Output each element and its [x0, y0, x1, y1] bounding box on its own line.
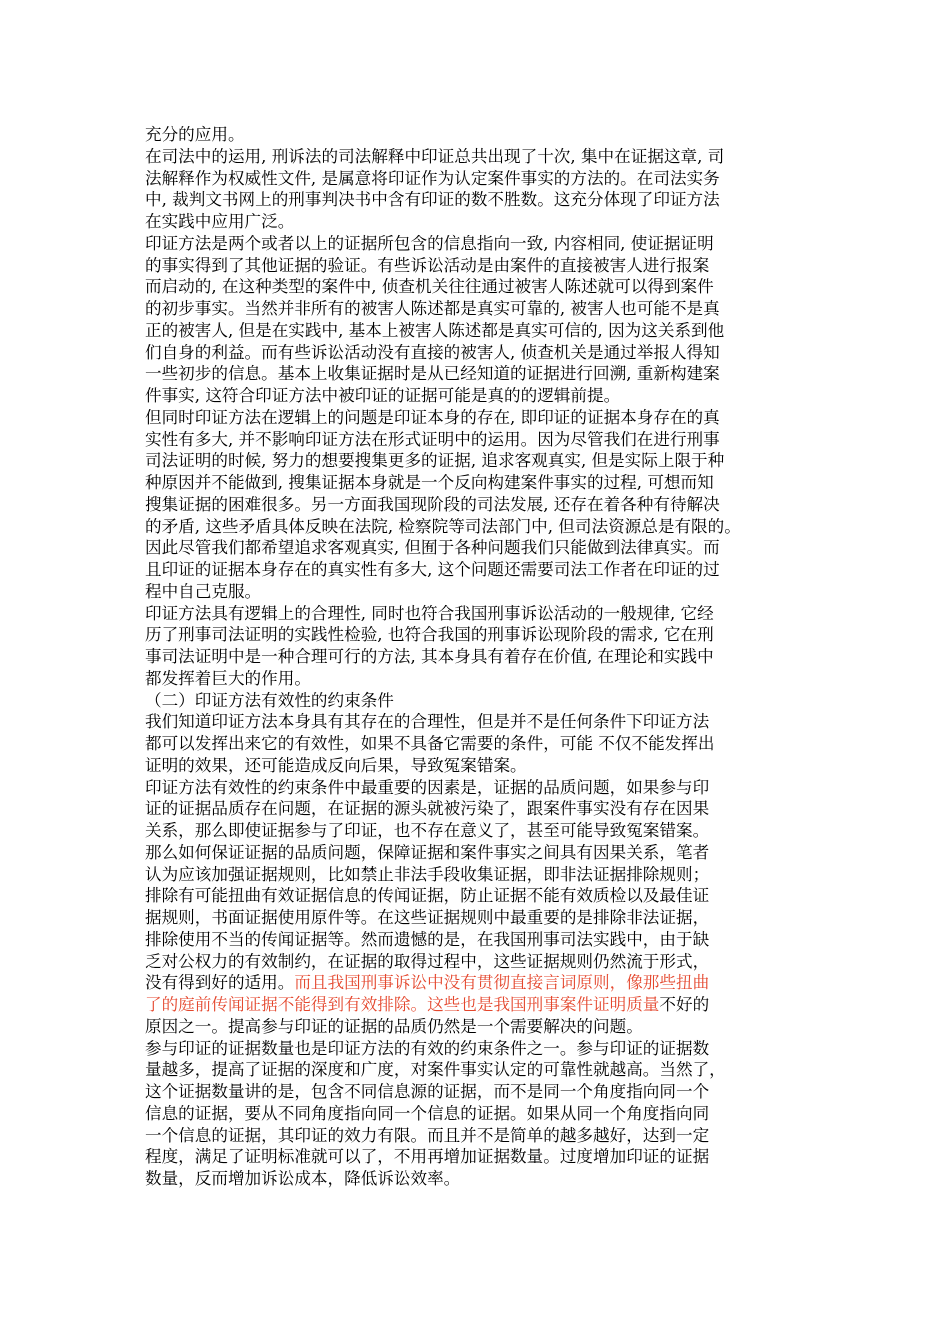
text-line: 证的证据品质存在问题，在证据的源头就被污染了，跟案件事实没有存在因果: [145, 799, 710, 819]
text-line: 关系，那么即使证据参与了印证，也不存在意义了，甚至可能导致冤案错案。: [145, 821, 710, 840]
text-line: 排除有可能扭曲有效证据信息的传闻证据，防止证据不能有效质检以及最佳证: [145, 886, 710, 906]
text-line: 都发挥着巨大的作用。: [145, 668, 311, 688]
text-line: 量越多，提高了证据的深度和广度，对案件事实认定的可靠性就越高。当然了，: [145, 1060, 726, 1080]
text-line: 一个信息的证据，其印证的效力有限。而且并不是简单的越多越好，达到一定: [145, 1125, 710, 1145]
text-line: 搜集证据的困难很多。另一方面我国现阶段的司法发展, 还存在着各种有待解决: [145, 494, 720, 514]
highlighted-text: 了的庭前传闻证据不能得到有效排除。这些也是我国刑事案件证明质量: [145, 995, 660, 1014]
text-line: 参与印证的证据数量也是印证方法的有效的约束条件之一。参与印证的证据数: [145, 1038, 710, 1058]
text-line: 据规则，书面证据使用原件等。在这些证据规则中最重要的是排除非法证据，: [145, 908, 710, 927]
section-heading: [145, 690, 805, 712]
text-line: 一些初步的信息。基本上收集证据时是从已经知道的证据进行回溯, 重新构建案: [145, 364, 720, 384]
text-line: 因此尽管我们都希望追求客观真实, 但囿于各种问题我们只能做到法律真实。而: [145, 538, 720, 558]
text-line: 法解释作为权威性文件, 是属意将印证作为认定案件事实的方法的。在司法实务: [145, 168, 720, 188]
text-line: 中, 裁判文书网上的刑事判决书中含有印证的数不胜数。这充分体现了印证方法: [145, 190, 720, 210]
text-line: 件事实, 这符合印证方法中被印证的证据可能是真的的逻辑前提。: [145, 386, 621, 405]
document-body: [145, 124, 805, 1190]
text-line: 充分的应用。: [145, 125, 245, 144]
text-line: 们自身的利益。而有些诉讼活动没有直接的被害人, 侦查机关是通过举报人得知: [145, 342, 720, 362]
text-line: 证明的效果，还可能造成反向后果，导致冤案错案。: [145, 755, 527, 775]
text-line: 的矛盾, 这些矛盾具体反映在法院, 检察院等司法部门中, 但司法资源总是有限的。: [145, 516, 741, 536]
text-segment: 没有得到好的适用。: [145, 973, 295, 993]
text-line: 的事实得到了其他证据的验证。有些诉讼活动是由案件的直接被害人进行报案: [145, 255, 710, 275]
text-line: 这个证据数量讲的是，包含不同信息源的证据，而不是同一个角度指向同一个: [145, 1082, 710, 1101]
text-line: 都可以发挥出来它的有效性，如果不具备它需要的条件，可能 不仅不能发挥出: [145, 734, 715, 753]
text-line: 程中自己克服。: [145, 581, 262, 601]
text-line-mixed: [145, 994, 805, 1016]
text-line: 排除使用不当的传闻证据等。然而遗憾的是，在我国刑事司法实践中，由于缺: [145, 929, 710, 949]
paragraph-8: [145, 1038, 805, 1190]
text-line: 数量，反而增加诉讼成本，降低诉讼效率。: [145, 1169, 461, 1188]
text-line: 事司法证明中是一种合理可行的方法, 其本身具有着存在价值, 在理论和实践中: [145, 647, 714, 666]
text-line: 但同时印证方法在逻辑上的问题是印证本身的存在, 即印证的证据本身存在的真: [145, 407, 720, 427]
paragraph-7: [145, 777, 805, 1038]
text-line: 且印证的证据本身存在的真实性有多大, 这个问题还需要司法工作者在印证的过: [145, 560, 720, 579]
text-line: 程度，满足了证明标准就可以了，不用再增加证据数量。过度增加印证的证据: [145, 1147, 710, 1167]
text-line: 印证方法具有逻辑上的合理性, 同时也符合我国刑事诉讼活动的一般规律, 它经: [145, 603, 714, 623]
text-line: 乏对公权力的有效制约，在证据的取得过程中，这些证据规则仍然流于形式，: [145, 951, 710, 971]
text-line: 印证方法是两个或者以上的证据所包含的信息指向一致, 内容相同, 使证据证明: [145, 233, 714, 253]
paragraph-4: [145, 603, 805, 690]
paragraph-6: [145, 711, 805, 776]
paragraph-3: [145, 407, 805, 603]
text-line: 实性有多大, 并不影响印证方法在形式证明中的运用。因为尽管我们在进行刑事: [145, 429, 720, 449]
paragraph-1: [145, 146, 805, 233]
text-line: 历了刑事司法证明的实践性检验, 也符合我国的刑事诉讼现阶段的需求, 它在刑: [145, 625, 714, 645]
text-line: 信息的证据，要从不同角度指向同一个信息的证据。如果从同一个角度指向同: [145, 1103, 710, 1123]
paragraph-0: [145, 124, 805, 146]
text-line: 而启动的, 在这种类型的案件中, 侦查机关往往通过被害人陈述就可以得到案件: [145, 277, 714, 297]
text-line: 原因之一。提高参与印证的证据的品质仍然是一个需要解决的问题。: [145, 1016, 643, 1036]
text-line: 在实践中应用广泛。: [145, 212, 295, 231]
text-line: 那么如何保证证据的品质问题，保障证据和案件事实之间具有因果关系，笔者: [145, 842, 710, 862]
text-line: 正的被害人, 但是在实践中, 基本上被害人陈述都是真实可信的, 因为这关系到他: [145, 320, 725, 340]
text-line-mixed: [145, 972, 805, 994]
highlighted-text: 而且我国刑事诉讼中没有贯彻直接言词原则，像那些扭曲: [294, 973, 710, 993]
text-line: 我们知道印证方法本身具有其存在的合理性，但是并不是任何条件下印证方法: [145, 712, 710, 732]
text-line: 认为应该加强证据规则，比如禁止非法手段收集证据，即非法证据排除规则；: [145, 864, 710, 884]
text-line: 印证方法有效性的约束条件中最重要的因素是，证据的品质问题，如果参与印: [145, 777, 710, 797]
text-segment: 不好的: [659, 995, 710, 1014]
heading-text: （二）印证方法有效性的约束条件: [145, 690, 394, 710]
paragraph-2: [145, 233, 805, 407]
text-line: 司法证明的时候, 努力的想要搜集更多的证据, 追求客观真实, 但是实际上限于种: [145, 451, 725, 471]
text-line: 在司法中的运用, 刑诉法的司法解释中印证总共出现了十次, 集中在证据这章, 司: [145, 146, 725, 166]
text-line: 种原因并不能做到, 搜集证据本身就是一个反向构建案件事实的过程, 可想而知: [145, 473, 714, 492]
text-line: 的初步事实。当然并非所有的被害人陈述都是真实可靠的, 被害人也可能不是真: [145, 299, 720, 318]
